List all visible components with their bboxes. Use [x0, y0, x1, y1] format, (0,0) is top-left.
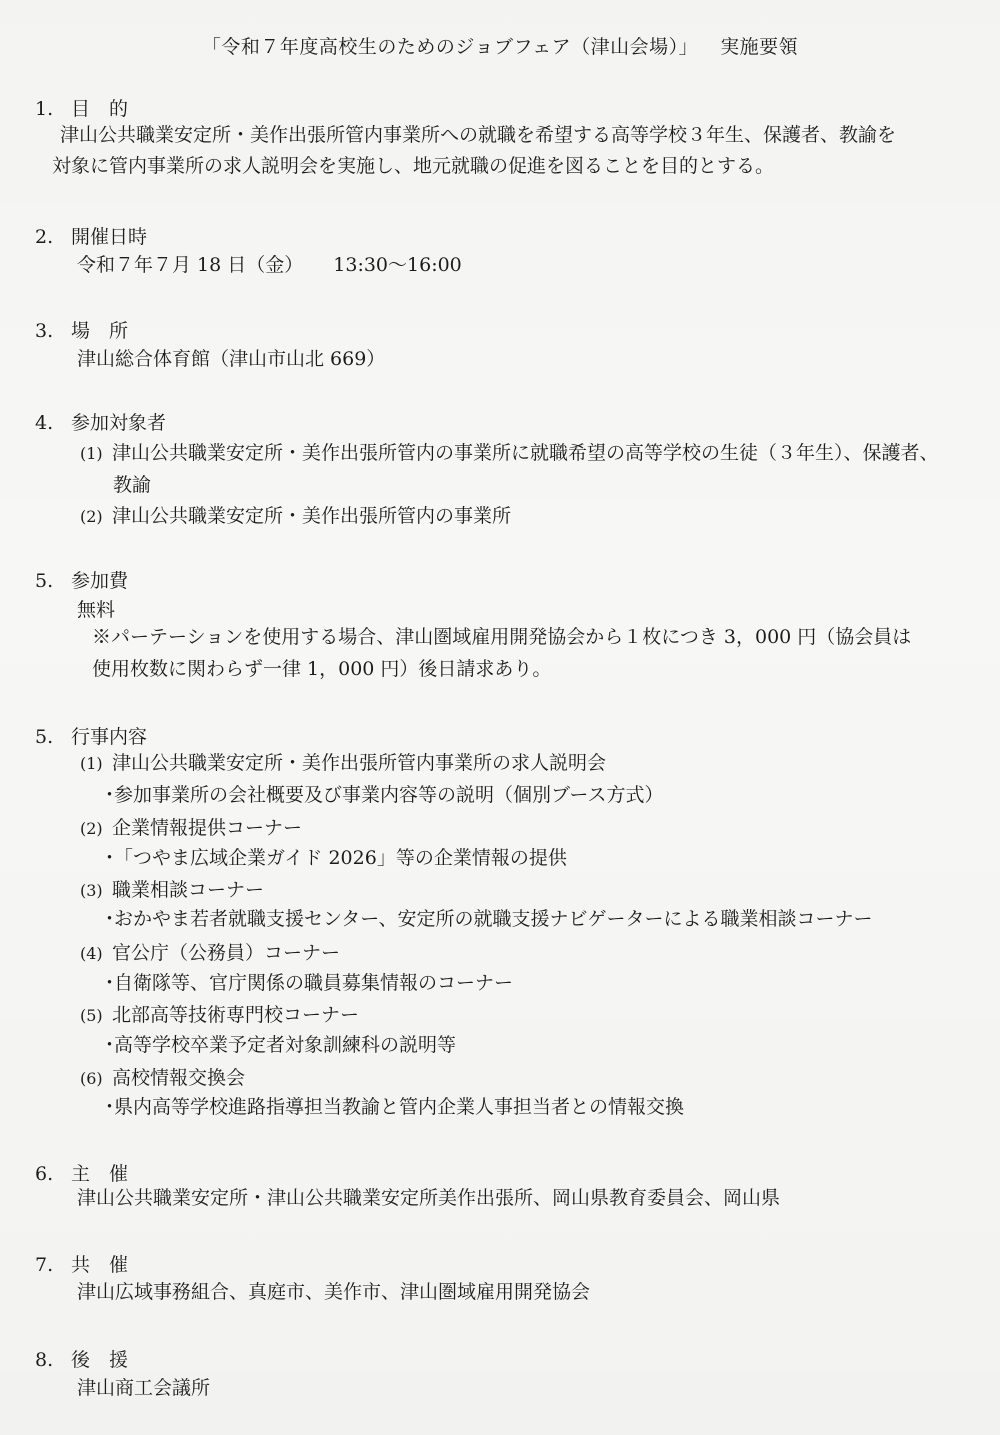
section-5-fee-heading: 5. 参加費 — [35, 570, 129, 592]
section-1-heading: 1. 目 的 — [35, 98, 129, 120]
participant-item-1-cont: 教諭 — [113, 474, 152, 496]
section-1-text-line1: 津山公共職業安定所・美作出張所管内事業所への就職を希望する高等学校３年生、保護者、教諭を — [60, 124, 897, 146]
event-time: 13:30〜16:00 — [333, 254, 462, 276]
program-item-1: (1) 津山公共職業安定所・美作出張所管内事業所の求人説明会 — [80, 752, 607, 774]
section-5-program-heading: 5. 行事内容 — [35, 726, 148, 748]
program-item-5: (5) 北部高等技術専門校コーナー — [80, 1004, 360, 1026]
event-date: 令和７年７月 18 日（金） — [77, 254, 304, 276]
program-item-3-detail: ・おかやま若者就職支援センター、安定所の就職支援ナビゲーターによる職業相談コーナー — [100, 908, 873, 930]
fee-text: 無料 — [77, 599, 116, 621]
document-title — [0, 32, 1000, 59]
section-2-heading: 2. 開催日時 — [35, 226, 148, 248]
section-4-heading: 4. 参加対象者 — [35, 412, 167, 434]
participant-item-2: (2) 津山公共職業安定所・美作出張所管内の事業所 — [80, 505, 512, 527]
section-3-heading: 3. 場 所 — [35, 320, 129, 342]
section-7-heading: 7. 共 催 — [35, 1254, 129, 1276]
supporter-text: 津山商工会議所 — [77, 1377, 211, 1399]
section-6-heading: 6. 主 催 — [35, 1163, 129, 1185]
program-item-1-detail: ・参加事業所の会社概要及び事業内容等の説明（個別ブース方式） — [100, 784, 664, 806]
program-item-2: (2) 企業情報提供コーナー — [80, 817, 303, 839]
program-item-4-detail: ・自衛隊等、官庁関係の職員募集情報のコーナー — [100, 972, 514, 994]
program-item-6-detail: ・県内高等学校進路指導担当教諭と管内企業人事担当者との情報交換 — [100, 1096, 685, 1118]
event-datetime — [77, 252, 462, 278]
title-suffix: 実施要領 — [720, 36, 799, 58]
fee-note-line2: 使用枚数に関わらず一律 1，000 円）後日請求あり。 — [92, 658, 552, 680]
fee-note-line1: ※パーテーションを使用する場合、津山圏域雇用開発協会から１枚につき 3，000 円（協会員は — [92, 626, 912, 648]
program-item-6: (6) 高校情報交換会 — [80, 1067, 246, 1089]
program-item-3: (3) 職業相談コーナー — [80, 879, 265, 901]
program-item-5-detail: ・高等学校卒業予定者対象訓練科の説明等 — [100, 1034, 457, 1056]
section-8-heading: 8. 後 援 — [35, 1349, 129, 1371]
organizer-text: 津山公共職業安定所・津山公共職業安定所美作出張所、岡山県教育委員会、岡山県 — [77, 1187, 781, 1209]
participant-item-1: (1) 津山公共職業安定所・美作出張所管内の事業所に就職希望の高等学校の生徒（３年生）、保護者、 — [80, 442, 939, 464]
section-1-text-line2: 対象に管内事業所の求人説明会を実施し、地元就職の促進を図ることを目的とする。 — [52, 155, 775, 177]
co-organizer-text: 津山広域事務組合、真庭市、美作市、津山圏域雇用開発協会 — [77, 1281, 591, 1303]
venue-text: 津山総合体育館（津山市山北 669） — [77, 348, 386, 370]
title-main: 「令和７年度高校生のためのジョブフェア（津山会場）」 — [201, 36, 699, 58]
program-item-4: (4) 官公庁（公務員）コーナー — [80, 942, 341, 964]
program-item-2-detail: ・「つやま広域企業ガイド 2026」等の企業情報の提供 — [100, 847, 567, 869]
